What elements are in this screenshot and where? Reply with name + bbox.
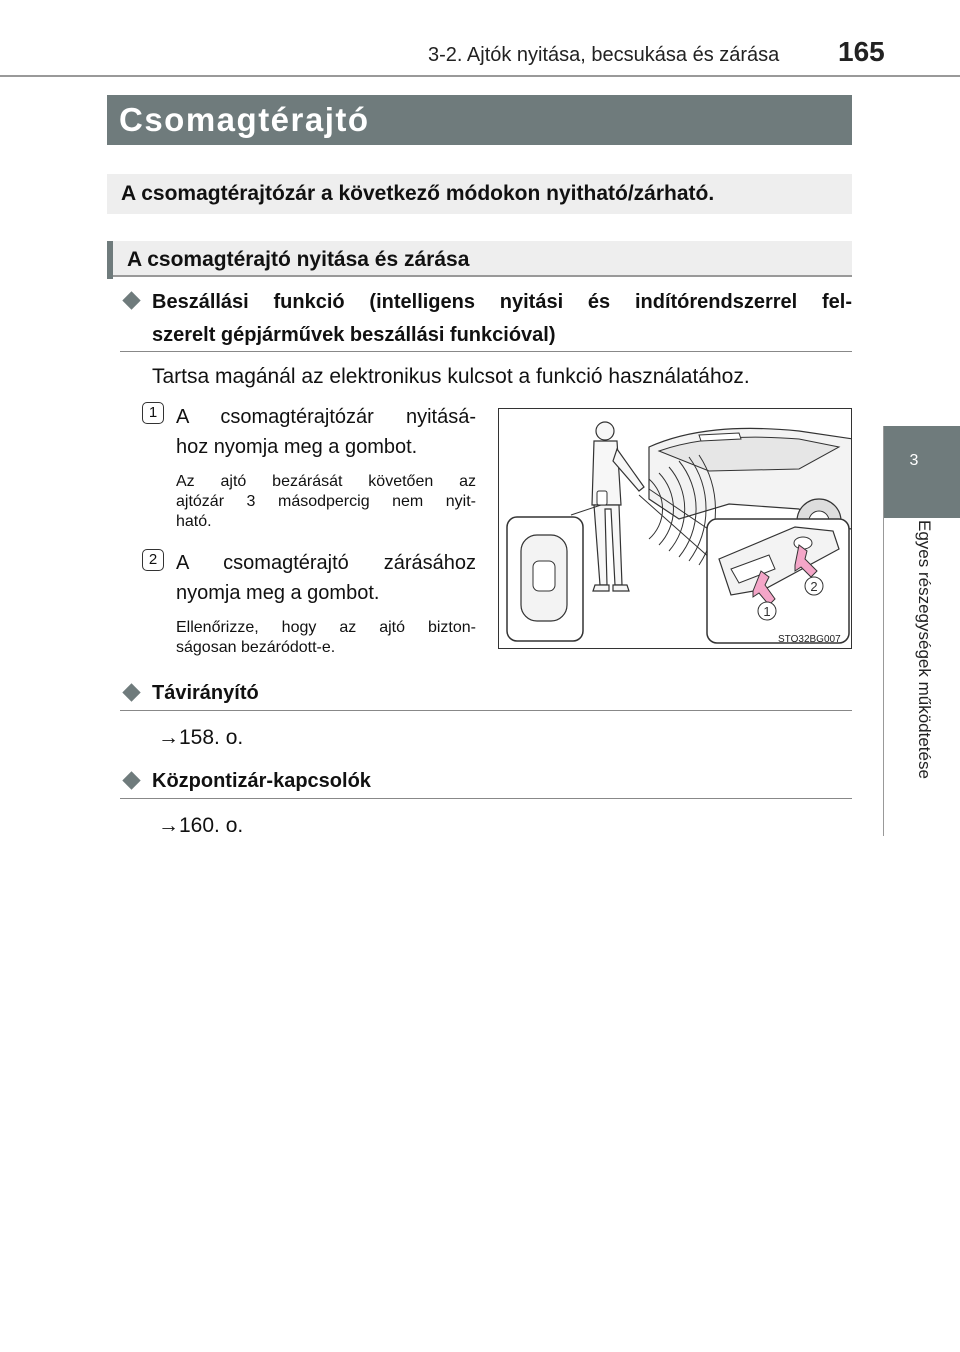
remote-reference: →158. o. (158, 726, 244, 749)
running-header: 3-2. Ajtók nyitása, becsukása és zárása (428, 44, 780, 66)
step-2-line2: nyomja meg a gombot. (176, 582, 380, 604)
central-lock-title: Központizár-kapcsolók (152, 770, 371, 792)
tailgate-illustration (498, 408, 852, 649)
spoiler-icon (699, 433, 741, 441)
close-button-icon (794, 537, 812, 549)
step-1-line2: hoz nyomja meg a gombot. (176, 436, 418, 458)
page-number: 165 (838, 36, 885, 67)
step-1-line1: A csomagtérajtózár nyitásá- (176, 406, 476, 428)
diamond-bullet-icon (122, 291, 140, 309)
remote-title: Távirányító (152, 682, 259, 704)
step-1-note-line1: Az ajtó bezárását követően az (176, 473, 476, 490)
intro-box: A csomagtérajtózár a következő módokon nyitható/zárható. (107, 174, 852, 214)
header-divider (0, 75, 960, 77)
figure-label-1: 1 (763, 604, 771, 619)
illustration-svg (499, 409, 852, 649)
chapter-tab (884, 426, 960, 518)
figure-code: STO32BG007 (778, 634, 841, 645)
chapter-number: 3 (909, 452, 919, 469)
subsection-accent (107, 241, 113, 279)
step-1-note-line2: ajtózár 3 másodpercig nem nyit- (176, 493, 476, 510)
person-icon (592, 422, 644, 591)
key-button-icon (533, 561, 555, 591)
central-lock-reference: →160. o. (158, 814, 244, 837)
step-2-line1: A csomagtérajtó zárásához (176, 552, 476, 574)
step-2-note-line1: Ellenőrizze, hogy az ajtó bizton- (176, 619, 476, 636)
diamond-bullet-icon (122, 771, 140, 789)
diamond-bullet-icon (122, 683, 140, 701)
chapter-title: Egyes részegységek működtetése (915, 520, 934, 779)
step-2-note-line2: ságosan bezáródott-e. (176, 639, 336, 656)
page-title: Csomagtérajtó (107, 95, 852, 145)
entry-function-title-line2: szerelt gépjárművek beszállási funkcióval) (152, 324, 556, 346)
subsection-heading: A csomagtérajtó nyitása és zárása (107, 241, 852, 277)
entry-function-description: Tartsa magánál az elektronikus kulcsot a funkció használatához. (152, 365, 750, 388)
central-lock-rule (120, 798, 852, 799)
figure-label-2: 2 (810, 579, 818, 594)
entry-function-rule (120, 351, 852, 352)
step-1-note-line3: ható. (176, 513, 212, 530)
entry-function-title-line1: Beszállási funkció (intelligens nyitási és indítórendszerrel fel- (152, 291, 852, 313)
step-1-icon: 1 (142, 402, 164, 424)
key-in-hand-icon (597, 491, 607, 505)
step-2-icon: 2 (142, 549, 164, 571)
remote-rule (120, 710, 852, 711)
